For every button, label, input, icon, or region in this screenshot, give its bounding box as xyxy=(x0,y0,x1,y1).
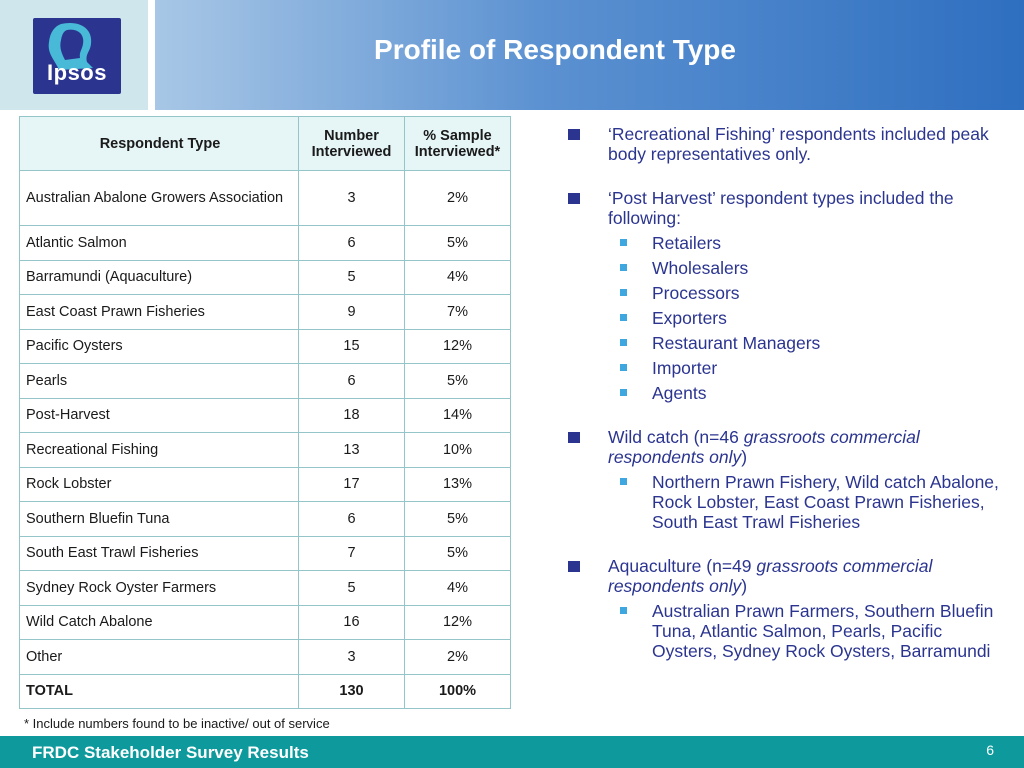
bullet-recreational xyxy=(566,124,1006,164)
table-row xyxy=(20,502,511,537)
cell-percent: 10% xyxy=(405,433,511,468)
cell-number: 9 xyxy=(299,295,405,330)
logo-text: Ipsos xyxy=(47,60,107,85)
sub-bullet xyxy=(566,233,1006,253)
sub-bullet-icon xyxy=(620,314,627,321)
cell-respondent-type: Australian Abalone Growers Association xyxy=(20,171,299,226)
logo-divider xyxy=(148,0,154,110)
footer-title: FRDC Stakeholder Survey Results xyxy=(32,743,309,762)
sub-bullet-icon xyxy=(620,264,627,271)
cell-percent: 5% xyxy=(405,226,511,261)
sub-bullet xyxy=(566,472,1006,532)
bullet-list xyxy=(566,124,1006,661)
sub-bullet-icon xyxy=(620,239,627,246)
table-header-row xyxy=(20,117,511,171)
logo-panel xyxy=(0,0,148,110)
cell-respondent-type: Post-Harvest xyxy=(20,398,299,433)
cell-respondent-type: Barramundi (Aquaculture) xyxy=(20,260,299,295)
cell-respondent-type: Pacific Oysters xyxy=(20,329,299,364)
cell-number: 6 xyxy=(299,226,405,261)
table-row xyxy=(20,329,511,364)
sub-bullet xyxy=(566,258,1006,278)
table-row xyxy=(20,640,511,675)
table-row xyxy=(20,605,511,640)
cell-number: 16 xyxy=(299,605,405,640)
square-bullet-icon xyxy=(568,561,580,572)
cell-percent: 5% xyxy=(405,364,511,399)
table-row xyxy=(20,398,511,433)
sub-bullet-text: Importer xyxy=(652,358,718,378)
cell-number: 6 xyxy=(299,364,405,399)
cell-percent: 4% xyxy=(405,260,511,295)
cell-total-label: TOTAL xyxy=(20,674,299,709)
cell-number: 3 xyxy=(299,171,405,226)
sub-bullet-icon xyxy=(620,478,627,485)
bullet-text xyxy=(608,556,932,596)
table-row xyxy=(20,467,511,502)
table-row xyxy=(20,226,511,261)
sub-bullet-text: Northern Prawn Fishery, Wild catch Abalone, Rock Lobster, East Coast Prawn Fisheries, South East Trawl Fisheries xyxy=(652,472,999,532)
sub-bullet-icon xyxy=(620,364,627,371)
sub-bullet-text: Retailers xyxy=(652,233,722,253)
cell-number: 15 xyxy=(299,329,405,364)
bullet-text-prefix: Aquaculture (n=49 xyxy=(608,556,757,576)
respondent-table xyxy=(19,116,511,709)
square-bullet-icon xyxy=(568,193,580,204)
cell-respondent-type: Pearls xyxy=(20,364,299,399)
bullet-text-suffix: ) xyxy=(741,576,748,596)
square-bullet-icon xyxy=(568,129,580,140)
cell-total-number: 130 xyxy=(299,674,405,709)
bullet-text-italic: grassroots commercial respondents only xyxy=(608,556,933,596)
cell-number: 6 xyxy=(299,502,405,537)
sub-bullet-icon xyxy=(620,339,627,346)
cell-total-percent: 100% xyxy=(405,674,511,709)
cell-percent: 2% xyxy=(405,640,511,675)
bullet-text xyxy=(608,427,920,467)
table-total-row xyxy=(20,674,511,709)
cell-respondent-type: Sydney Rock Oyster Farmers xyxy=(20,571,299,606)
cell-percent: 5% xyxy=(405,536,511,571)
cell-number: 13 xyxy=(299,433,405,468)
table-row xyxy=(20,171,511,226)
table-row xyxy=(20,260,511,295)
square-bullet-icon xyxy=(568,432,580,443)
cell-respondent-type: Southern Bluefin Tuna xyxy=(20,502,299,537)
ipsos-logo xyxy=(33,18,121,94)
sub-bullet xyxy=(566,358,1006,378)
sub-bullet xyxy=(566,283,1006,303)
cell-respondent-type: Other xyxy=(20,640,299,675)
sub-bullet xyxy=(566,333,1006,353)
table-row xyxy=(20,536,511,571)
sub-bullet-text: Restaurant Managers xyxy=(652,333,821,353)
column-header: % Sample Interviewed* xyxy=(405,117,511,171)
bullet-wild-catch xyxy=(566,427,1006,532)
bullet-text-suffix: ) xyxy=(741,447,748,467)
sub-bullet-icon xyxy=(620,289,627,296)
table-footnote: * Include numbers found to be inactive/ out of service xyxy=(24,716,330,731)
table-row xyxy=(20,433,511,468)
column-header: Number Interviewed xyxy=(299,117,405,171)
cell-percent: 4% xyxy=(405,571,511,606)
cell-respondent-type: East Coast Prawn Fisheries xyxy=(20,295,299,330)
bullet-text-prefix: Wild catch (n=46 xyxy=(608,427,744,447)
cell-respondent-type: Recreational Fishing xyxy=(20,433,299,468)
cell-respondent-type: Wild Catch Abalone xyxy=(20,605,299,640)
bullet-text: ‘Post Harvest’ respondent types included the following: xyxy=(608,188,954,228)
cell-respondent-type: South East Trawl Fisheries xyxy=(20,536,299,571)
page-title: Profile of Respondent Type xyxy=(374,34,736,65)
column-header: Respondent Type xyxy=(20,117,299,171)
cell-number: 17 xyxy=(299,467,405,502)
bullet-post-harvest xyxy=(566,188,1006,403)
bullet-aquaculture xyxy=(566,556,1006,661)
sub-bullet-icon xyxy=(620,389,627,396)
sub-bullet-text: Wholesalers xyxy=(652,258,749,278)
bullet-text-italic: grassroots commercial respondents only xyxy=(608,427,920,467)
sub-bullet-text: Exporters xyxy=(652,308,727,328)
cell-percent: 12% xyxy=(405,329,511,364)
cell-percent: 12% xyxy=(405,605,511,640)
cell-number: 7 xyxy=(299,536,405,571)
cell-percent: 7% xyxy=(405,295,511,330)
cell-percent: 14% xyxy=(405,398,511,433)
table-row xyxy=(20,295,511,330)
sub-bullet-text: Processors xyxy=(652,283,740,303)
cell-respondent-type: Atlantic Salmon xyxy=(20,226,299,261)
cell-percent: 13% xyxy=(405,467,511,502)
respondent-table-container xyxy=(19,116,511,709)
sub-bullet-text: Australian Prawn Farmers, Southern Bluefin Tuna, Atlantic Salmon, Pearls, Pacific Oysters, Sydney Rock Oysters, Barramundi xyxy=(652,601,994,661)
cell-number: 5 xyxy=(299,571,405,606)
bullet-text: ‘Recreational Fishing’ respondents included peak body representatives only. xyxy=(608,124,989,164)
page-number: 6 xyxy=(986,742,994,758)
sub-bullet xyxy=(566,601,1006,661)
cell-percent: 5% xyxy=(405,502,511,537)
sub-bullet xyxy=(566,383,1006,403)
cell-respondent-type: Rock Lobster xyxy=(20,467,299,502)
table-row xyxy=(20,571,511,606)
sub-bullet-text: Agents xyxy=(652,383,707,403)
sub-bullet-icon xyxy=(620,607,627,614)
cell-percent: 2% xyxy=(405,171,511,226)
footer-bar xyxy=(0,736,1024,768)
table-row xyxy=(20,364,511,399)
cell-number: 5 xyxy=(299,260,405,295)
sub-bullet xyxy=(566,308,1006,328)
cell-number: 18 xyxy=(299,398,405,433)
cell-number: 3 xyxy=(299,640,405,675)
